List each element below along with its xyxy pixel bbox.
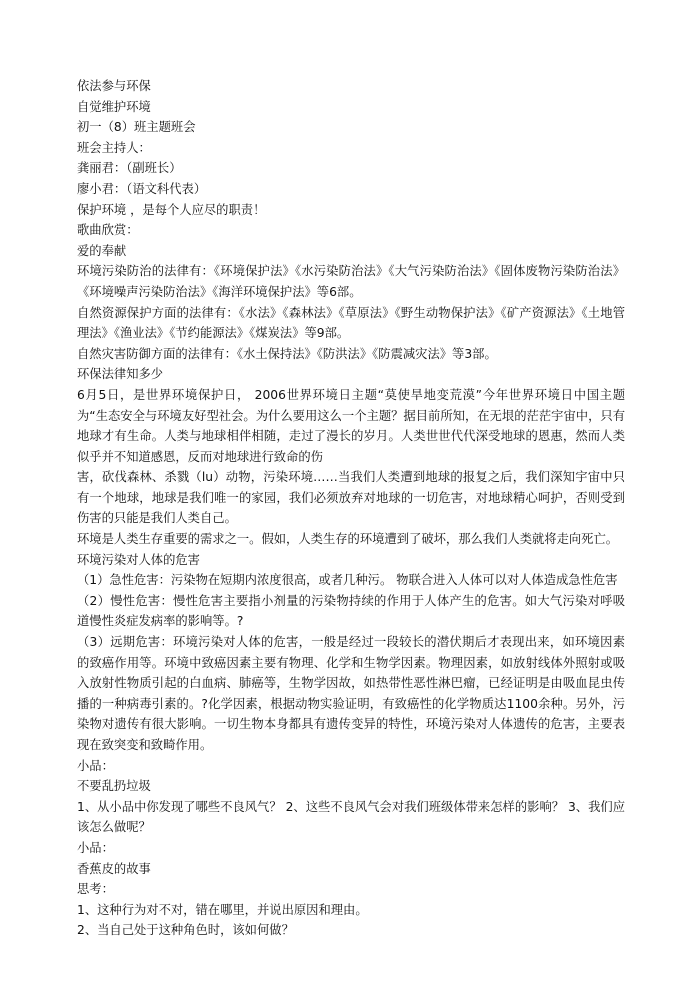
chronic-hazard-paragraph: （2）慢性危害：慢性危害主要指小剂量的污染物持续的作用于人体产生的危害。如大气污染对呼吸道慢性炎症发病率的影响等。?: [77, 593, 625, 629]
song-heading: 歌曲欣赏：: [77, 223, 139, 238]
skit-title-2: 香蕉皮的故事: [77, 861, 151, 876]
long-term-hazard-paragraph: （3）远期危害：环境污染对人体的危害，一般是经过一段较长的潜伏期后才表现出来，如环境因素的致癌作用等。环境中致癌因素主要有物理、化学和生物学因素。物理因素，如放射线体外照射或吸入放射性物质引起的白血病、肺癌等，生物学因故，如热带性恶性淋巴瘤，已经证明是由吸血昆虫传播的一种病毒引素的。?化学因素，根据动物实验证明，有致癌性的化学物质达1100余种。另外，污染物对遗传有很大影响。一切生物本身都具有遗传变异的特性，环境污染对人体遗传的危害，主要表现在致突变和致畸作用。: [77, 635, 625, 752]
document-body: [77, 76, 625, 941]
think-question-1: 1、这种行为对不对，错在哪里，并说出原因和理由。: [77, 902, 368, 917]
host-2: 廖小君：（语文科代表）: [77, 181, 207, 196]
acute-hazard-paragraph: （1）急性危害：污染物在短期内浓度很高，或者几种污。 物联合进入人体可以对人体造成急性危害: [77, 573, 618, 588]
host-1: 龚丽君：（副班长）: [77, 161, 182, 176]
earth-harm-paragraph: 害，砍伐森林、杀戮（lu）动物，污染环境……当我们人类遭到地球的报复之后，我们深知宇宙中只有一个地球，地球是我们唯一的家园，我们必须放弃对地球的一切危害，对地球精心呵护，否则受到伤害的只能是我们人类自己。: [77, 470, 625, 526]
think-heading: 思考：: [77, 882, 114, 897]
environment-day-paragraph: 6月5日，是世界环境保护日， 2006世界环境日主题“莫使旱地变荒漠”今年世界环境日中国主题为“生态安全与环境友好型社会。为什么要用这么一个主题？据目前所知，在无垠的茫茫宇宙中，只有地球才有生命。人类与地球相伴相随，走过了漫长的岁月。人类世世代代深受地球的恩惠，然而人类似乎并不知道感恩，反而对地球进行致命的伤: [77, 387, 625, 464]
skit-questions: 1、从小品中你发现了哪些不良风气？ 2、这些不良风气会对我们班级体带来怎样的影响？ 3、我们应该怎么做呢？: [77, 799, 625, 835]
class-meeting-name: 初一（8）班主题班会: [77, 120, 196, 135]
health-hazard-heading: 环境污染对人体的危害: [77, 552, 200, 567]
song-title: 爱的奉献: [77, 243, 127, 258]
doc-subtitle: 自觉维护环境: [77, 99, 151, 114]
resource-laws-paragraph: 自然资源保护方面的法律有：《水法》《森林法》《草原法》《野生动物保护法》《矿产资源法》《土地管理法》《渔业法》《节约能源法》《煤炭法》等9部。: [77, 305, 625, 341]
slogan: 保护环境 ，是每个人应尽的职责！: [77, 202, 266, 217]
think-question-2: 2、当自己处于这种角色时，该如何做？: [77, 923, 294, 938]
law-quiz-heading: 环保法律知多少: [77, 367, 164, 382]
doc-title: 依法参与环保: [77, 79, 151, 93]
hosts-heading: 班会主持人：: [77, 140, 151, 155]
skit-heading-2: 小品：: [77, 840, 114, 855]
environment-need-paragraph: 环境是人类生存重要的需求之一。假如，人类生存的环境遭到了破坏，那么我们人类就将走向死亡。: [77, 532, 619, 547]
disaster-laws-paragraph: 自然灾害防御方面的法律有：《水土保持法》《防洪法》《防震减灾法》等3部。: [77, 346, 497, 361]
pollution-laws-paragraph: 环境污染防治的法律有：《环境保护法》《水污染防治法》《大气污染防治法》《固体废物污染防治法》《环境噪声污染防治法》《海洋环境保护法》等6部。: [77, 264, 625, 299]
skit-title-1: 不要乱扔垃圾: [77, 779, 151, 794]
skit-heading-1: 小品：: [77, 758, 114, 773]
